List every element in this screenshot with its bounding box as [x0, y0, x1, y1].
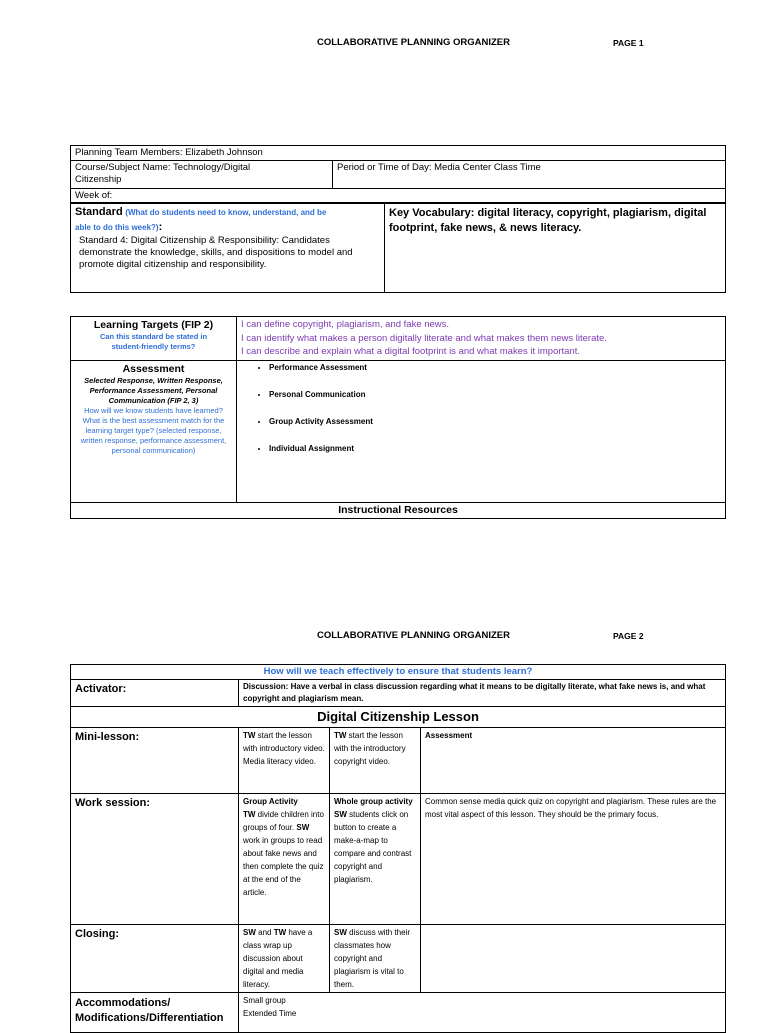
closing-cell-3 — [421, 925, 726, 993]
accommodations-cell — [239, 993, 726, 1033]
mini-lesson-cell-1: TW start the lesson with introductory video. Media literacy video. — [239, 728, 330, 794]
closing-cell-1: SW and TW have a class wrap up discussion about digital and media literacy. — [239, 925, 330, 993]
activator-label: Activator: — [71, 680, 239, 707]
learning-targets-label-cell: Learning Targets (FIP 2) Can this standard be stated in student-friendly terms? — [71, 317, 237, 361]
targets-cell — [237, 317, 726, 361]
lesson-title: Digital Citizenship Lesson — [71, 707, 726, 728]
standard-question: (What do students need to know, understand, and be — [125, 208, 327, 217]
targets-table — [70, 316, 726, 519]
standard-text: Standard 4: Digital Citizenship & Responsibility: Candidates demonstrate the knowledge, skills, and dispositions to model and promote digital citizenship and responsibility. — [79, 235, 353, 270]
planning-info-table — [70, 145, 726, 204]
work-session-label: Work session: — [71, 794, 239, 925]
closing-label: Closing: — [71, 925, 239, 993]
assessment-label-cell: Assessment Selected Response, Written Response, Performance Assessment, Personal Communication (FIP 2, 3) How will we know students have learned? What is the best assessment match for the learning target type? (selected response, written response, performance assessment, personal communication) — [71, 360, 237, 502]
lesson-table — [70, 664, 726, 1033]
page2-page-label: PAGE 2 — [613, 631, 644, 641]
work-session-cell-2: Whole group activity SW students click on button to create a make-a-map to compare and contrast copyright and plagiarism. — [330, 794, 421, 925]
work-session-cell-3: Common sense media quick quiz on copyright and plagiarism. These rules are the most vital aspect of this lesson. They should be the primary focus. — [421, 794, 726, 925]
accommodations-label: Accommodations/ Modifications/Differentiation — [71, 993, 239, 1033]
accommodation-item: Small group — [243, 996, 286, 1005]
course-cell: Course/Subject Name: Technology/Digital Citizenship — [71, 161, 333, 189]
assessment-items-cell — [237, 360, 726, 502]
page1-header-title: COLLABORATIVE PLANNING ORGANIZER — [317, 37, 510, 48]
standard-cell: Standard (What do students need to know, understand, and be able to do this week?): Standard 4: Digital Citizenship & Responsibility: Candidates demonstrate the knowledge, skills, and dispositions to model and promote digital citizenship and responsibility. — [71, 203, 385, 293]
mini-lesson-cell-2: TW start the lesson with the introductory copyright video. — [330, 728, 421, 794]
work-session-cell-1: Group Activity TW divide children into groups of four. SW work in groups to read about fake news and then complete the quiz at the end of the article. — [239, 794, 330, 925]
page2-header-title: COLLABORATIVE PLANNING ORGANIZER — [317, 630, 510, 641]
target-item: I can define copyright, plagiarism, and fake news. — [241, 319, 450, 330]
week-of-cell: Week of: — [71, 189, 726, 204]
assessment-item: • Group Activity Assessment — [269, 417, 721, 427]
assessment-item: • Performance Assessment — [269, 363, 721, 373]
activator-text: Discussion: Have a verbal in class discussion regarding what it means to be digitally literate, what fake news is, and what copyright and plagiarism mean. — [239, 680, 726, 707]
period-cell: Period or Time of Day: Media Center Class Time — [333, 161, 726, 189]
page1-page-label: PAGE 1 — [613, 38, 644, 48]
key-vocab-cell — [385, 203, 726, 293]
standard-label: Standard — [75, 206, 123, 218]
teach-question-cell: How will we teach effectively to ensure that students learn? — [71, 665, 726, 680]
assessment-item: • Individual Assignment — [269, 444, 721, 454]
standard-table — [70, 202, 726, 293]
mini-lesson-label: Mini-lesson: — [71, 728, 239, 794]
target-item: I can identify what makes a person digitally literate and what makes them news literate. — [241, 332, 607, 344]
mini-lesson-cell-3: Assessment — [421, 728, 726, 794]
key-vocab-text: Key Vocabulary: digital literacy, copyright, plagiarism, digital footprint, fake news, & news literacy. — [389, 207, 707, 234]
accommodation-item: Extended Time — [243, 1009, 297, 1018]
assessment-item: • Personal Communication — [269, 390, 721, 400]
target-item: I can describe and explain what a digital footprint is and what makes it important. — [241, 346, 581, 357]
planning-team-cell: Planning Team Members: Elizabeth Johnson — [71, 146, 726, 161]
instructional-resources-cell: Instructional Resources — [71, 502, 726, 518]
closing-cell-2: SW discuss with their classmates how copyright and plagiarism is vital to them. — [330, 925, 421, 993]
